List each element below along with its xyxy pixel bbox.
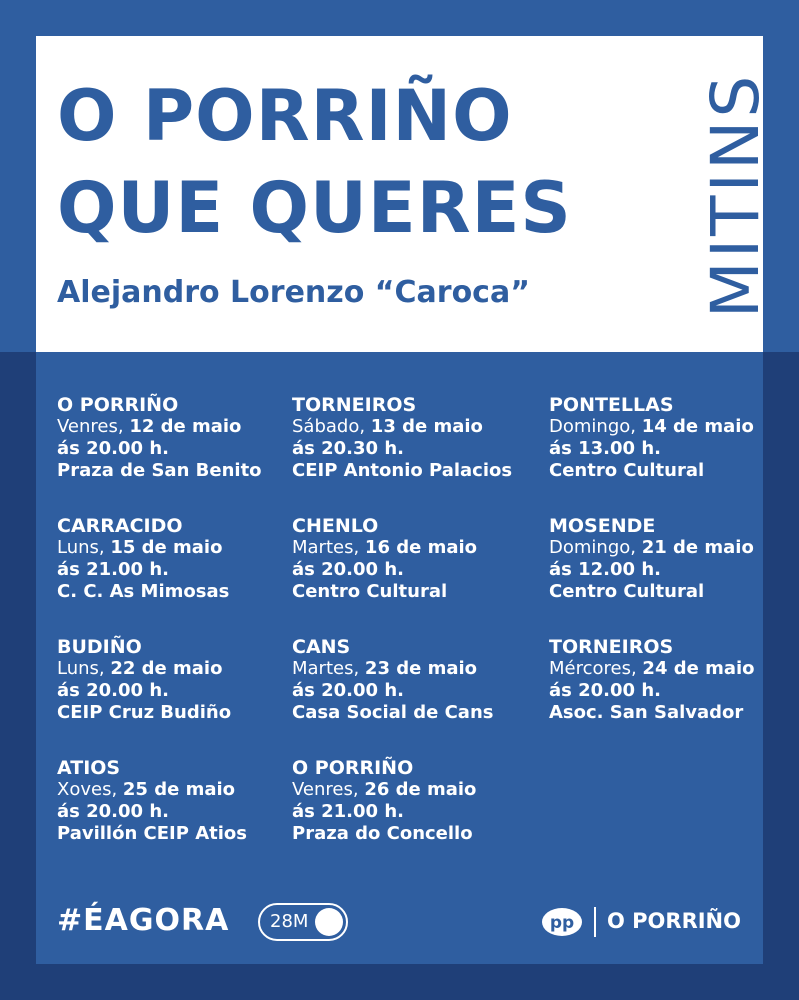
brand-name: O PORRIÑO — [607, 909, 741, 933]
event-item — [57, 636, 231, 724]
event-time: ás 20.00 h. — [292, 680, 404, 701]
event-place: TORNEIROS — [549, 636, 674, 658]
pp-logo-icon — [540, 906, 584, 938]
event-time: ás 12.00 h. — [549, 559, 661, 580]
event-item — [292, 636, 493, 724]
event-venue: CEIP Antonio Palacios — [292, 460, 513, 481]
event-item — [57, 757, 247, 845]
event-venue: Centro Cultural — [549, 581, 705, 602]
event-item — [549, 515, 754, 603]
event-time: ás 21.00 h. — [292, 801, 404, 822]
event-venue: Praza do Concello — [292, 823, 473, 844]
left-frame-lower — [0, 352, 36, 1000]
event-place: O PORRIÑO — [292, 757, 414, 779]
event-place: CARRACIDO — [57, 515, 183, 537]
top-frame — [0, 0, 799, 36]
poster-title — [57, 70, 572, 254]
event-time: ás 20.30 h. — [292, 438, 404, 459]
event-place: MOSENDE — [549, 515, 656, 537]
event-date: Xoves, 25 de maio — [57, 779, 236, 800]
event-time: ás 20.00 h. — [549, 680, 661, 701]
event-place: O PORRIÑO — [57, 394, 179, 416]
event-time: ás 13.00 h. — [549, 438, 661, 459]
event-item — [57, 394, 262, 482]
hashtag: #ÉAGORA — [57, 903, 230, 938]
event-item — [549, 636, 755, 724]
event-venue: Centro Cultural — [549, 460, 705, 481]
vertical-label-text: MITINS — [697, 72, 775, 318]
toggle-label: 28M — [270, 911, 309, 932]
event-item — [292, 394, 512, 482]
event-place: BUDIÑO — [57, 636, 142, 658]
footer-divider — [594, 907, 596, 937]
title-line-1: O PORRIÑO — [57, 75, 513, 157]
event-time: ás 20.00 h. — [292, 559, 404, 580]
event-date: Domingo, 14 de maio — [549, 416, 754, 437]
event-venue: Asoc. San Salvador — [549, 702, 744, 723]
pp-logo-text: pp — [549, 913, 575, 933]
vertical-label — [697, 64, 775, 326]
event-venue: C. C. As Mimosas — [57, 581, 230, 602]
event-venue: Pavillón CEIP Atios — [57, 823, 247, 844]
event-time: ás 21.00 h. — [57, 559, 169, 580]
event-date: Luns, 22 de maio — [57, 658, 223, 679]
event-time: ás 20.00 h. — [57, 680, 169, 701]
event-venue: Praza de San Benito — [57, 460, 262, 481]
event-date: Venres, 26 de maio — [292, 779, 477, 800]
left-frame-upper — [0, 36, 36, 352]
event-date: Mércores, 24 de maio — [549, 658, 755, 679]
event-place: PONTELLAS — [549, 394, 674, 416]
event-item — [57, 515, 229, 603]
poster-subtitle: Alejandro Lorenzo “Caroca” — [57, 275, 530, 310]
event-place: CANS — [292, 636, 351, 658]
event-place: CHENLO — [292, 515, 379, 537]
bottom-frame — [0, 964, 799, 1000]
event-date: Martes, 23 de maio — [292, 658, 478, 679]
event-date: Martes, 16 de maio — [292, 537, 478, 558]
event-place: TORNEIROS — [292, 394, 417, 416]
event-date: Sábado, 13 de maio — [292, 416, 483, 437]
event-time: ás 20.00 h. — [57, 438, 169, 459]
event-date: Domingo, 21 de maio — [549, 537, 754, 558]
event-place: ATIOS — [57, 757, 121, 779]
toggle-knob — [315, 908, 343, 936]
election-toggle — [258, 903, 348, 941]
event-item — [292, 515, 477, 603]
event-item — [549, 394, 754, 482]
event-date: Luns, 15 de maio — [57, 537, 223, 558]
event-venue: Casa Social de Cans — [292, 702, 494, 723]
right-frame-lower — [763, 352, 799, 1000]
event-venue: Centro Cultural — [292, 581, 448, 602]
event-venue: CEIP Cruz Budiño — [57, 702, 232, 723]
event-time: ás 20.00 h. — [57, 801, 169, 822]
event-item — [292, 757, 476, 845]
title-line-2: QUE QUERES — [57, 167, 572, 249]
event-date: Venres, 12 de maio — [57, 416, 242, 437]
